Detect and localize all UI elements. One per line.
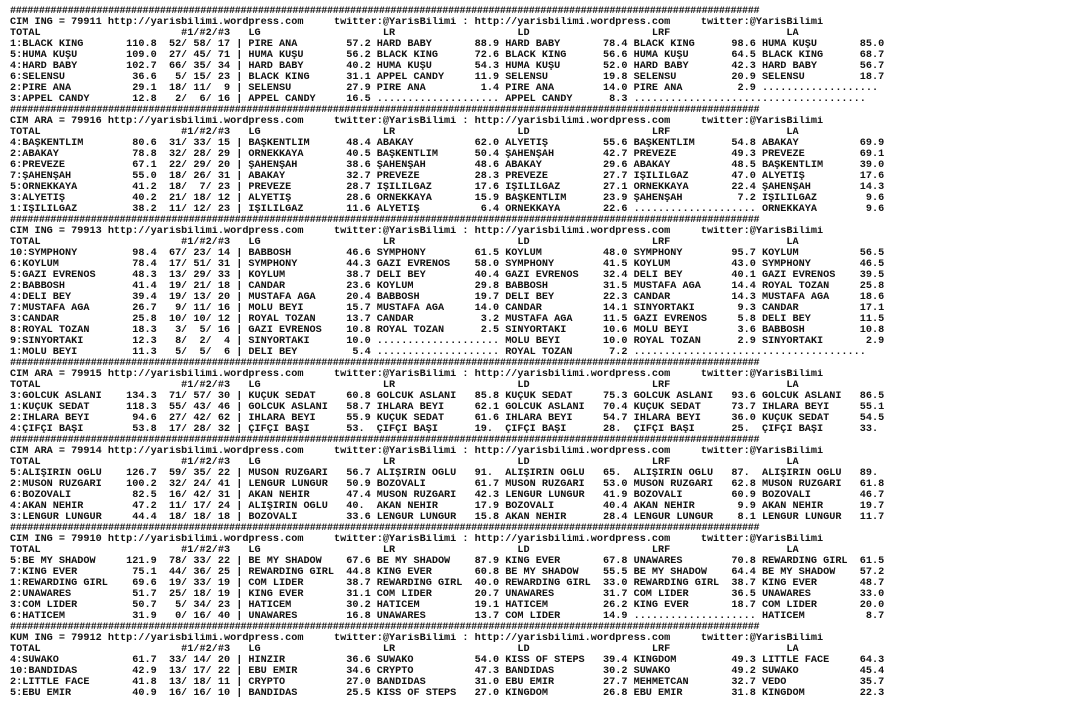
result-row: 1:IŞILILGAZ 38.2 11/ 12/ 23 | IŞILILGAZ 11.6 ALYETİŞ 6.4 ÖRNEKKAYA 22.6 .................... ÖRNEKKAYA 9.6 — [10, 204, 885, 215]
result-row: 8:ROYAL TOZAN 18.3 3/ 5/ 16 | GAZİ EVRENOS 10.8 ROYAL TOZAN 2.5 SİNYORTAKİ 10.6 MOLU BEYİ 3.6 BABBOSH 10.8 — [10, 325, 885, 336]
result-row: 2:IHLARA BEYİ 94.6 27/ 42/ 62 | IHLARA BEYİ 55.9 KÜÇÜK SEDAT 61.6 IHLARA BEYİ 54.7 IHLARA BEYİ 36.0 KÜÇÜK SEDAT 54.5 — [10, 413, 885, 424]
column-header-line: TOTAL #1/#2/#3 LG LR LD LRF LA — [10, 457, 799, 468]
separator-line: ################################################################################################################################## — [10, 105, 760, 116]
result-row: 4:SUWAKO 61.7 33/ 14/ 20 | HINZIR 36.6 SUWAKO 54.0 KISS OF STEPS 39.4 KINGDOM 49.3 LITTLE FACE 64.3 — [10, 655, 885, 666]
result-row: 3:COM LIDER 50.7 5/ 34/ 23 | HATİCEM 30.2 HATİCEM 19.1 HATİCEM 26.2 KING EVER 18.7 COM LIDER 20.0 — [10, 600, 885, 611]
result-row: 5:ALİŞİRİN OĞLU 126.7 59/ 35/ 22 | MUSON RÜZGARI 56.7 ALİŞİRİN OĞLU 91. ALİŞİRİN OĞLU 65. ALİŞİRİN OĞLU 87. ALİŞİRİN OĞLU 89. — [10, 468, 879, 479]
result-row: 4:BAŞKENTLİM 80.6 31/ 33/ 15 | BAŞKENTLİM 48.4 ABAKAY 62.0 ALYETİŞ 55.6 BAŞKENTLİM 54.8 ABAKAY 69.9 — [10, 138, 885, 149]
race-header-line: CIM ARA = 79915 http://yarisbilimi.wordpress.com twitter:@YarisBilimi : http://yarisbilimi.wordpress.com twitter:@YarisBilimi — [10, 369, 824, 380]
separator-line: ################################################################################################################################## — [10, 523, 760, 534]
result-row: 1:MOLU BEYİ 11.3 5/ 5/ 6 | DELİ BEY 5.4 .................... ROYAL TOZAN 7.2 ...................................... — [10, 347, 866, 358]
result-row: 3:CANDAR 25.8 10/ 10/ 12 | ROYAL TOZAN 13.7 CANDAR 3.2 MUSTAFA AGA 11.5 GAZİ EVRENOS 5.8 DELİ BEY 11.5 — [10, 314, 885, 325]
result-row: 3:LENGÜR LÜNGÜR 44.4 18/ 18/ 18 | BOZOVALI 33.6 LENGÜR LÜNGÜR 15.8 AKAN NEHİR 28.4 LENGÜR LÜNGÜR 8.1 LENGÜR LÜNGÜR 11.7 — [10, 512, 885, 523]
column-header-line: TOTAL #1/#2/#3 LG LR LD LRF LA — [10, 127, 799, 138]
result-row: 2:ABAKAY 78.8 32/ 28/ 29 | ÖRNEKKAYA 40.5 BAŞKENTLİM 50.4 ŞAHENŞAH 42.7 PREVEZE 49.3 PREVEZE 69.1 — [10, 149, 885, 160]
separator-line: ################################################################################################################################## — [10, 215, 760, 226]
result-row: 2:PİRE ANA 29.1 18/ 11/ 9 | SELENSU 27.9 PİRE ANA 1.4 PİRE ANA 14.0 PİRE ANA 2.9 ................... — [10, 83, 879, 94]
result-row: 4:DELİ BEY 39.4 19/ 13/ 20 | MUSTAFA AGA 20.4 BABBOSH 19.7 DELİ BEY 22.3 CANDAR 14.3 MUSTAFA AGA 18.6 — [10, 292, 885, 303]
result-row: 4:ÇİFÇİ BAŞI 53.8 17/ 28/ 32 | ÇİFÇİ BAŞI 53. ÇİFÇİ BAŞI 19. ÇİFÇİ BAŞI 28. ÇİFÇİ BAŞI 25. ÇİFÇİ BAŞI 33. — [10, 424, 879, 435]
result-row: 6:SELENSU 36.6 5/ 15/ 23 | BLACK KING 31.1 APPEL CANDY 11.9 SELENSU 19.8 SELENSU 20.9 SELENSU 18.7 — [10, 72, 885, 83]
separator-line: ################################################################################################################################## — [10, 358, 760, 369]
column-header-line: TOTAL #1/#2/#3 LG LR LD LRF LA — [10, 380, 799, 391]
separator-line: ################################################################################################################################## — [10, 622, 760, 633]
race-header-line: CIM ING = 79910 http://yarisbilimi.wordpress.com twitter:@YarisBilimi : http://yarisbilimi.wordpress.com twitter:@YarisBilimi — [10, 534, 824, 545]
column-header-line: TOTAL #1/#2/#3 LG LR LD LRF LA — [10, 644, 799, 655]
result-row: 3:GÖLCÜK ASLANI 134.3 71/ 57/ 30 | KÜÇÜK SEDAT 60.8 GÖLCÜK ASLANI 85.8 KÜÇÜK SEDAT 75.3 GÖLCÜK ASLANI 93.6 GÖLCÜK ASLANI 86.5 — [10, 391, 885, 402]
result-row: 5:BE MY SHADOW 121.9 78/ 33/ 22 | BE MY SHADOW 67.6 BE MY SHADOW 87.9 KING EVER 67.8 UNAWARES 70.8 REWARDING GIRL 61.5 — [10, 556, 885, 567]
race-header-line: KUM ING = 79912 http://yarisbilimi.wordpress.com twitter:@YarisBilimi : http://yarisbilimi.wordpress.com twitter:@YarisBilimi — [10, 633, 824, 644]
result-row: 3:ALYETİŞ 40.2 21/ 18/ 12 | ALYETİŞ 28.6 ÖRNEKKAYA 15.9 BAŞKENTLİM 23.9 ŞAHENŞAH 7.2 IŞILILGAZ 9.6 — [10, 193, 885, 204]
result-row: 3:APPEL CANDY 12.8 2/ 6/ 16 | APPEL CANDY 16.5 .................... APPEL CANDY 8.3 ...................................... — [10, 94, 866, 105]
result-row: 10:SYMPHONY 98.4 67/ 23/ 14 | BABBOSH 46.6 SYMPHONY 61.5 KÖYLÜM 48.0 SYMPHONY 95.7 KÖYLÜM 56.5 — [10, 248, 885, 259]
race-header-line: CIM ING = 79911 http://yarisbilimi.wordpress.com twitter:@YarisBilimi : http://yarisbilimi.wordpress.com twitter:@YarisBilimi — [10, 17, 824, 28]
result-row: 6:KÖYLÜM 78.4 17/ 51/ 31 | SYMPHONY 44.3 GAZİ EVRENOS 58.0 SYMPHONY 41.5 KÖYLÜM 43.0 SYMPHONY 46.5 — [10, 259, 885, 270]
result-row: 1:REWARDING GIRL 69.6 19/ 33/ 19 | COM LIDER 38.7 REWARDING GIRL 40.0 REWARDING GIRL 33.0 REWARDING GIRL 38.7 KING EVER 48.7 — [10, 578, 885, 589]
result-row: 5:ÖRNEKKAYA 41.2 18/ 7/ 23 | PREVEZE 28.7 IŞILILGAZ 17.6 IŞILILGAZ 27.1 ÖRNEKKAYA 22.4 ŞAHENŞAH 14.3 — [10, 182, 885, 193]
race-header-line: CIM ARA = 79916 http://yarisbilimi.wordpress.com twitter:@YarisBilimi : http://yarisbilimi.wordpress.com twitter:@YarisBilimi — [10, 116, 824, 127]
result-row: 1:KÜÇÜK SEDAT 118.3 55/ 43/ 46 | GÖLCÜK ASLANI 58.7 IHLARA BEYİ 62.1 GÖLCÜK ASLANI 70.4 KÜÇÜK SEDAT 73.7 IHLARA BEYİ 55.1 — [10, 402, 885, 413]
result-row: 6:BOZOVALI 82.5 16/ 42/ 31 | AKAN NEHİR 47.4 MUSON RÜZGARI 42.3 LENGÜR LÜNGÜR 41.9 BOZOVALI 60.9 BOZOVALI 46.7 — [10, 490, 885, 501]
result-row: 4:HARD BABY 102.7 66/ 35/ 34 | HARD BABY 40.2 HUMA KUŞU 54.3 HUMA KUŞU 52.0 HARD BABY 42.3 HARD BABY 56.7 — [10, 61, 885, 72]
result-row: 6:PREVEZE 67.1 22/ 29/ 20 | ŞAHENŞAH 38.6 ŞAHENŞAH 48.6 ABAKAY 29.6 ABAKAY 48.5 BAŞKENTLİM 39.0 — [10, 160, 885, 171]
result-row: 4:AKAN NEHİR 47.2 11/ 17/ 24 | ALİŞİRİN OĞLU 40. AKAN NEHİR 17.9 BOZOVALI 40.4 AKAN NEHİR 9.9 AKAN NEHİR 19.7 — [10, 501, 885, 512]
result-row: 9:SİNYORTAKİ 12.3 8/ 2/ 4 | SİNYORTAKİ 10.0 .................... MOLU BEYİ 10.0 ROYAL TOZAN 2.9 SİNYORTAKİ 2.9 — [10, 336, 885, 347]
result-row: 2:MUSON RÜZGARI 100.2 32/ 24/ 41 | LENGÜR LÜNGÜR 50.9 BOZOVALI 61.7 MUSON RÜZGARI 53.0 MUSON RÜZGARI 62.8 MUSON RÜZGARI 61.8 — [10, 479, 885, 490]
result-row: 2:LITTLE FACE 41.8 13/ 18/ 11 | CRYPTO 27.0 BANDIDAS 31.0 EBU EMİR 27.7 MEHMETCAN 32.7 VEDO 35.7 — [10, 677, 885, 688]
result-row: 1:BLACK KING 110.8 52/ 58/ 17 | PİRE ANA 57.2 HARD BABY 88.9 HARD BABY 78.4 BLACK KING 98.6 HUMA KUŞU 85.0 — [10, 39, 885, 50]
column-header-line: TOTAL #1/#2/#3 LG LR LD LRF LA — [10, 545, 799, 556]
result-row: 5:GAZİ EVRENOS 48.3 13/ 29/ 33 | KÖYLÜM 38.7 DELİ BEY 40.4 GAZİ EVRENOS 32.4 DELİ BEY 40.1 GAZİ EVRENOS 39.5 — [10, 270, 885, 281]
race-header-line: CIM ARA = 79914 http://yarisbilimi.wordpress.com twitter:@YarisBilimi : http://yarisbilimi.wordpress.com twitter:@YarisBilimi — [10, 446, 824, 457]
separator-line: ################################################################################################################################## — [10, 6, 760, 17]
result-row: 7:ŞAHENŞAH 55.0 18/ 26/ 31 | ABAKAY 32.7 PREVEZE 28.3 PREVEZE 27.7 IŞILILGAZ 47.0 ALYETİŞ 17.6 — [10, 171, 885, 182]
race-header-line: CIM ING = 79913 http://yarisbilimi.wordpress.com twitter:@YarisBilimi : http://yarisbilimi.wordpress.com twitter:@YarisBilimi — [10, 226, 824, 237]
result-row: 7:KING EVER 75.1 44/ 36/ 25 | REWARDING GIRL 44.8 KING EVER 60.8 BE MY SHADOW 55.5 BE MY SHADOW 64.4 BE MY SHADOW 57.2 — [10, 567, 885, 578]
result-row: 2:BABBOSH 41.4 19/ 21/ 18 | CANDAR 23.6 KÖYLÜM 29.8 BABBOSH 31.5 MUSTAFA AGA 14.4 ROYAL TOZAN 25.8 — [10, 281, 885, 292]
result-row: 5:EBU EMİR 40.9 16/ 16/ 10 | BANDIDAS 25.5 KISS OF STEPS 27.0 KINGDOM 26.8 EBU EMİR 31.8 KINGDOM 22.3 — [10, 688, 885, 699]
separator-line: ################################################################################################################################## — [10, 435, 760, 446]
column-header-line: TOTAL #1/#2/#3 LG LR LD LRF LA — [10, 28, 799, 39]
result-row: 5:HUMA KUŞU 109.0 27/ 45/ 71 | HUMA KUŞU 56.2 BLACK KING 72.6 BLACK KING 56.6 HUMA KUŞU 64.5 BLACK KING 68.7 — [10, 50, 885, 61]
column-header-line: TOTAL #1/#2/#3 LG LR LD LRF LA — [10, 237, 799, 248]
result-row: 7:MUSTAFA AGA 26.7 9/ 11/ 16 | MOLU BEYİ 15.7 MUSTAFA AGA 14.0 CANDAR 14.1 SİNYORTAKİ 9.3 CANDAR 17.1 — [10, 303, 885, 314]
result-row: 6:HATİCEM 31.9 0/ 16/ 40 | UNAWARES 16.8 UNAWARES 13.7 COM LIDER 14.9 .................... HATİCEM 8.7 — [10, 611, 885, 622]
result-row: 10:BANDIDAS 42.9 13/ 17/ 22 | EBU EMİR 34.6 CRYPTO 47.3 BANDIDAS 30.2 SUWAKO 49.2 SUWAKO 45.4 — [10, 666, 885, 677]
result-row: 2:UNAWARES 51.7 25/ 18/ 19 | KING EVER 31.1 COM LIDER 20.7 UNAWARES 31.7 COM LIDER 36.5 UNAWARES 33.0 — [10, 589, 885, 600]
